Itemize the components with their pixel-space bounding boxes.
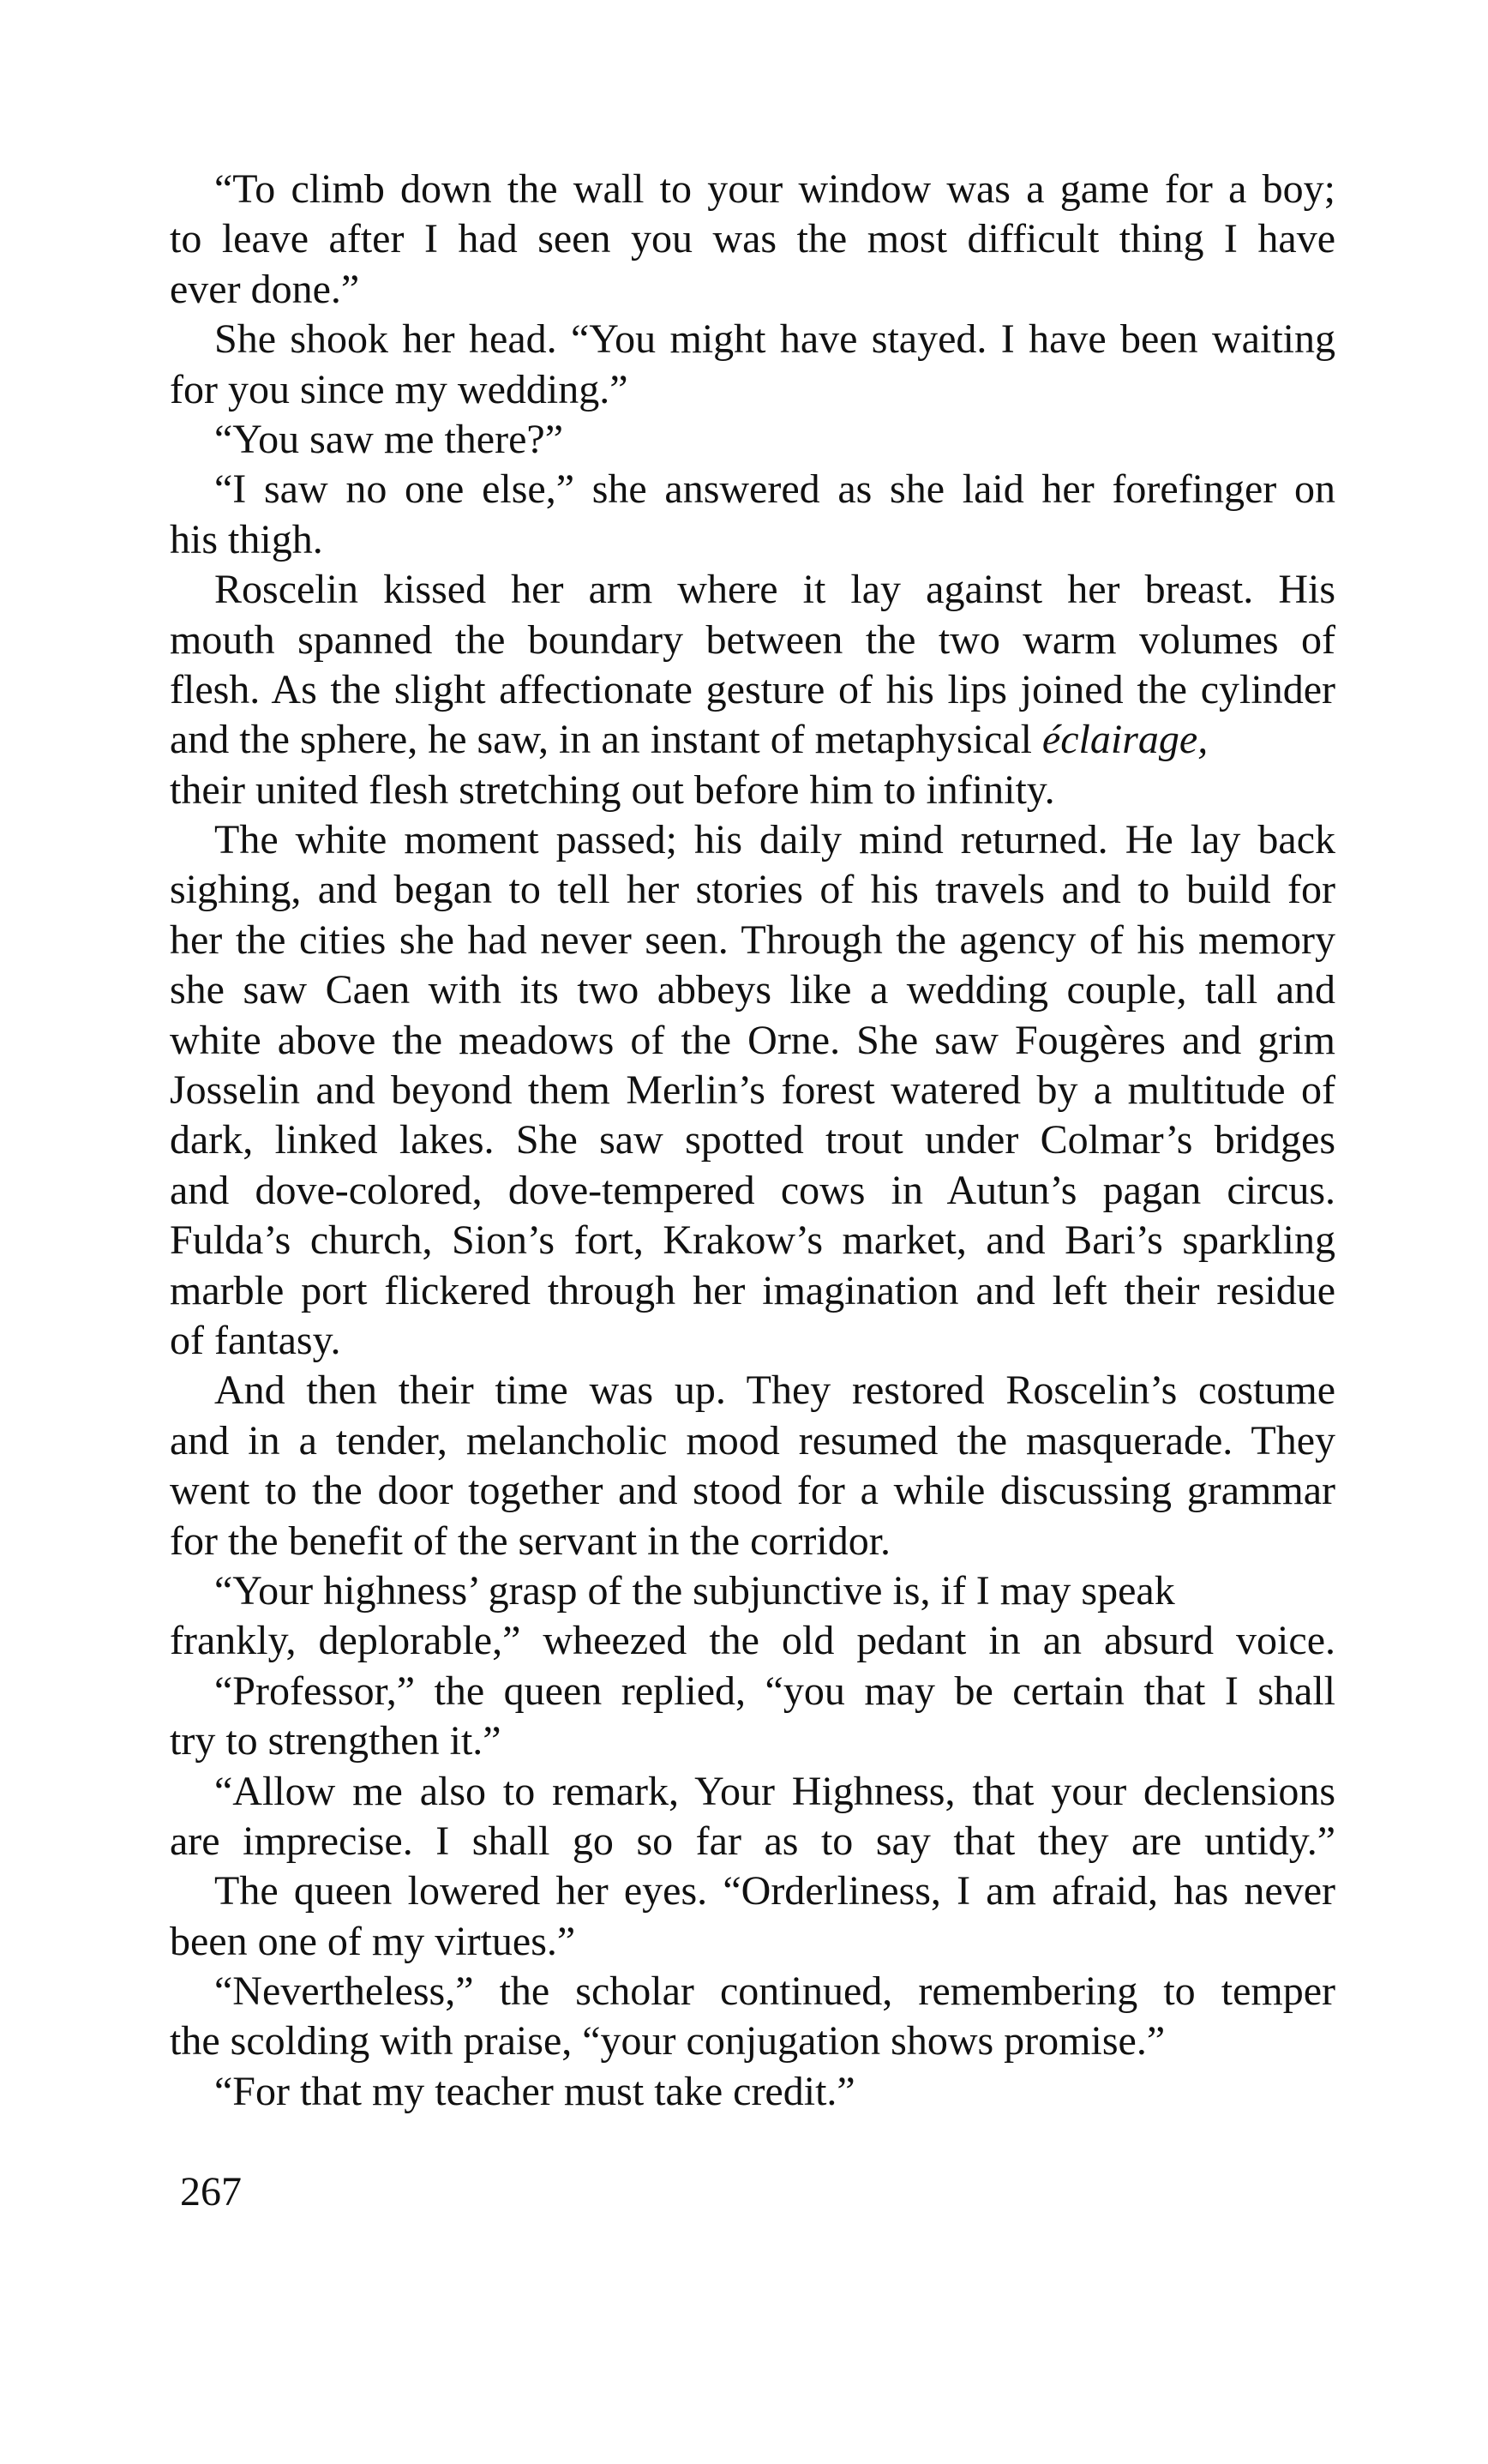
text-line: went to the door together and stood for a while discussing grammar [170,1468,1335,1514]
text-line: “Your highness’ grasp of the subjunctive is, if I may speak [214,1567,1175,1614]
text-line: And then their time was up. They restored Roscelin’s costume [214,1367,1335,1414]
text-line: She shook her head. “You might have stayed. I have been waiting [214,316,1335,363]
text-line: she saw Caen with its two abbeys like a wedding couple, tall and [170,967,1335,1013]
text-line [170,715,1335,765]
text-line: Fulda’s church, Sion’s fort, Krakow’s market, and Bari’s sparkling [170,1217,1335,1264]
text-line: mouth spanned the boundary between the two warm volumes of [170,616,1335,663]
text-line: the scolding with praise, “your conjugation shows promise.” [170,2018,1166,2064]
text-line: “Professor,” the queen replied, “you may be certain that I shall [214,1668,1335,1714]
text-line: white above the meadows of the Orne. She saw Fougères and grim [170,1017,1335,1063]
text-line-lead: and the sphere, he saw, in an instant of metaphysical [170,717,1042,763]
text-line: “For that my teacher must take credit.” [214,2068,855,2114]
text-line: ever done.” [170,266,360,312]
text-line: to leave after I had seen you was the most difficult thing I have [170,216,1335,262]
text-line: sighing, and began to tell her stories of his travels and to build for [170,867,1335,913]
text-line: Josselin and beyond them Merlin’s forest watered by a multitude of [170,1067,1335,1114]
text-line: “Allow me also to remark, Your Highness, that your declensions [214,1768,1335,1814]
text-line: flesh. As the slight affectionate gesture of his lips joined the cylinder [170,666,1335,712]
text-line: for the benefit of the servant in the corridor. [170,1517,891,1564]
italic-term: éclairage, [1041,717,1209,763]
text-line: Roscelin kissed her arm where it lay against her breast. His [214,567,1335,613]
text-line: his thigh. [170,516,323,562]
body-text [170,165,1335,2117]
text-line: of fantasy. [170,1317,341,1363]
text-line: try to strengthen it.” [170,1718,501,1764]
text-line: and in a tender, melancholic mood resumed the masquerade. They [170,1417,1335,1463]
text-line: their united flesh stretching out before him to infinity. [170,766,1055,813]
text-line: been one of my virtues.” [170,1918,576,1964]
text-line: dark, linked lakes. She saw spotted trout under Colmar’s bridges [170,1117,1335,1163]
text-line: “Nevertheless,” the scholar continued, remembering to temper [214,1968,1335,2015]
page-number: 267 [180,2169,242,2215]
text-line: are imprecise. I shall go so far as to say that they are untidy.” [170,1818,1335,1864]
text-line: The queen lowered her eyes. “Orderliness, I am afraid, has never [214,1868,1335,1914]
text-line: “I saw no one else,” she answered as she laid her forefinger on [214,466,1335,513]
text-line: her the cities she had never seen. Through the agency of his memory [170,916,1335,963]
text-line: “You saw me there?” [214,416,563,462]
text-line: The white moment passed; his daily mind returned. He lay back [214,817,1335,863]
text-line: marble port flickered through her imagination and left their residue [170,1267,1335,1313]
text-line: frankly, deplorable,” wheezed the old pedant in an absurd voice. [170,1618,1335,1664]
text-line: “To climb down the wall to your window was a game for a boy; [214,166,1335,212]
text-line: for you since my wedding.” [170,366,628,412]
text-line: and dove-colored, dove-tempered cows in Autun’s pagan circus. [170,1167,1335,1213]
